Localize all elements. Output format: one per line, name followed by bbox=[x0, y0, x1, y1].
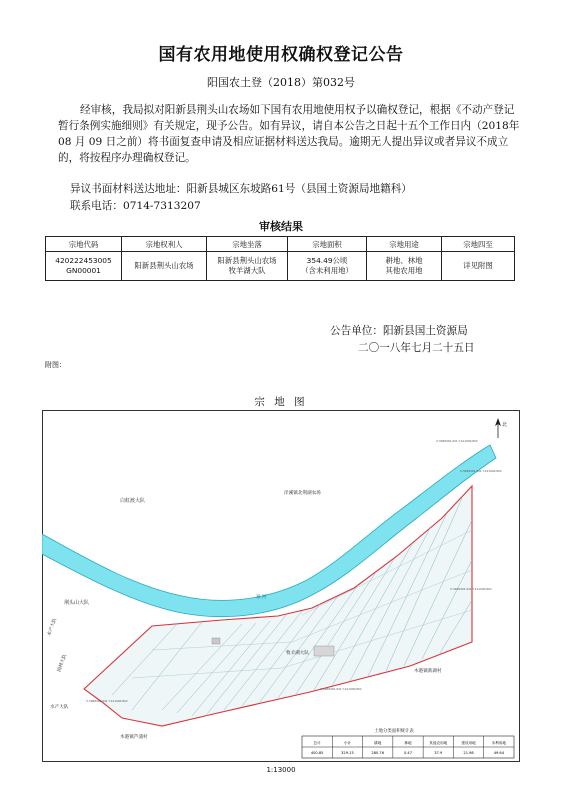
cell-area: 354.49公顷 （含未利用地） bbox=[288, 252, 367, 281]
notice-body-paragraph: 经审核，我局拟对阳新县荆头山农场如下国有农用地使用权予以确权登记，根据《不动产登记暂行条例实施细则》有关规定，现予公告。如有异议，请自本公告之日起十五个工作日内（2018年 08 月 09 日之前）将书面复查申请及相应证据材料送达我局。逾期无人提出异议或者异议不成立的，将按程序办理确权登记。 bbox=[58, 104, 520, 164]
cell-boundary: 详见附图 bbox=[442, 252, 515, 281]
landuse-header: 其他农用地 bbox=[429, 741, 448, 745]
label-baihongdu: 白虹渡大队 bbox=[120, 498, 146, 504]
attachment-label: 附图： bbox=[45, 361, 66, 369]
cell-parcel-code: 420222453005 GN00001 bbox=[46, 252, 122, 281]
label-river: 富 河 bbox=[256, 595, 267, 600]
table-header-row bbox=[46, 237, 515, 252]
landuse-header: 耕地 bbox=[374, 741, 382, 745]
label-jingtoushan: 荆头山大队 bbox=[64, 600, 90, 606]
landuse-header: 林地 bbox=[404, 741, 412, 745]
header-area: 宗地面积 bbox=[288, 237, 367, 252]
landuse-value: 280.76 bbox=[371, 751, 385, 755]
landuse-table-title: 土地分类面积统计表 bbox=[374, 729, 414, 734]
objection-address: 异议书面材料送达地址：阳新县城区东坡路61号（县国土资源局地籍科） bbox=[70, 183, 412, 195]
map-scale: 1:13000 bbox=[266, 766, 296, 774]
contact-phone: 联系电话：0714-7313207 bbox=[70, 200, 201, 212]
label-yuanlin: 园林大队 bbox=[57, 653, 69, 673]
landuse-value: 49.64 bbox=[493, 751, 505, 755]
header-right-holder: 宗地权利人 bbox=[122, 237, 207, 252]
landuse-header: 小计 bbox=[343, 741, 352, 745]
landuse-value: 21.98 bbox=[463, 751, 474, 755]
svg-text:北: 北 bbox=[502, 422, 508, 428]
svg-text:X:3288402.941 Y:411900.802: X:3288402.941 Y:411900.802 bbox=[436, 439, 478, 443]
svg-text:X:3288402.941 Y:411900.802: X:3288402.941 Y:411900.802 bbox=[450, 587, 492, 591]
header-location: 宗地坐落 bbox=[207, 237, 288, 252]
map-title: 宗 地 图 bbox=[254, 396, 308, 408]
landuse-header: 未利用地 bbox=[491, 741, 507, 745]
document-number: 阳国农土登（2018）第032号 bbox=[207, 76, 355, 89]
landuse-value: 0.47 bbox=[403, 751, 413, 755]
review-result-table bbox=[45, 236, 515, 281]
landuse-header: 建设用地 bbox=[461, 741, 476, 745]
table-row bbox=[46, 252, 515, 281]
svg-text:X:3288402.941 Y:411900.802: X:3288402.941 Y:411900.802 bbox=[460, 469, 502, 473]
landuse-value: 329.13 bbox=[341, 751, 354, 755]
svg-text:X:3288402.941 Y:411900.802: X:3288402.941 Y:411900.802 bbox=[320, 687, 362, 691]
landuse-value: 400.85 bbox=[310, 751, 324, 755]
header-parcel-code: 宗地代码 bbox=[46, 237, 122, 252]
signature-block bbox=[330, 323, 475, 357]
parcel-map bbox=[42, 410, 520, 762]
announce-date: 二〇一八年七月二十五日 bbox=[358, 342, 475, 354]
notice-title: 国有农用地使用权确权登记公告 bbox=[158, 45, 404, 65]
label-mugang-2: 木港镇芦浦村 bbox=[120, 735, 148, 740]
svg-text:X:3288402.941 Y:411900.802: X:3288402.941 Y:411900.802 bbox=[86, 699, 128, 703]
announcer: 公告单位：阳新县国土资源局 bbox=[330, 325, 468, 337]
header-land-use: 宗地用途 bbox=[367, 237, 442, 252]
review-result-heading: 审核结果 bbox=[259, 220, 303, 233]
landuse-header: 总计 bbox=[313, 741, 321, 745]
label-mugang: 木港镇新湖村 bbox=[414, 669, 442, 674]
building bbox=[212, 638, 220, 644]
cell-right-holder: 阳新县荆头山农场 bbox=[122, 252, 207, 281]
label-muyanghu: 牧羊湖大队 bbox=[286, 651, 309, 656]
label-shuichan: 水产大队 bbox=[47, 617, 59, 637]
label-shuichan-2: 水产大队 bbox=[50, 705, 69, 710]
building bbox=[314, 646, 334, 656]
label-north-farm: 洋溪镇北荆湖农场 bbox=[284, 491, 321, 496]
contact-block bbox=[70, 181, 412, 215]
cell-location: 阳新县荆头山农场 牧羊湖大队 bbox=[207, 252, 288, 281]
landuse-value: 37.9 bbox=[434, 751, 443, 755]
cell-land-use: 耕地、林地 其他农用地 bbox=[367, 252, 442, 281]
header-boundary: 宗地四至 bbox=[442, 237, 515, 252]
